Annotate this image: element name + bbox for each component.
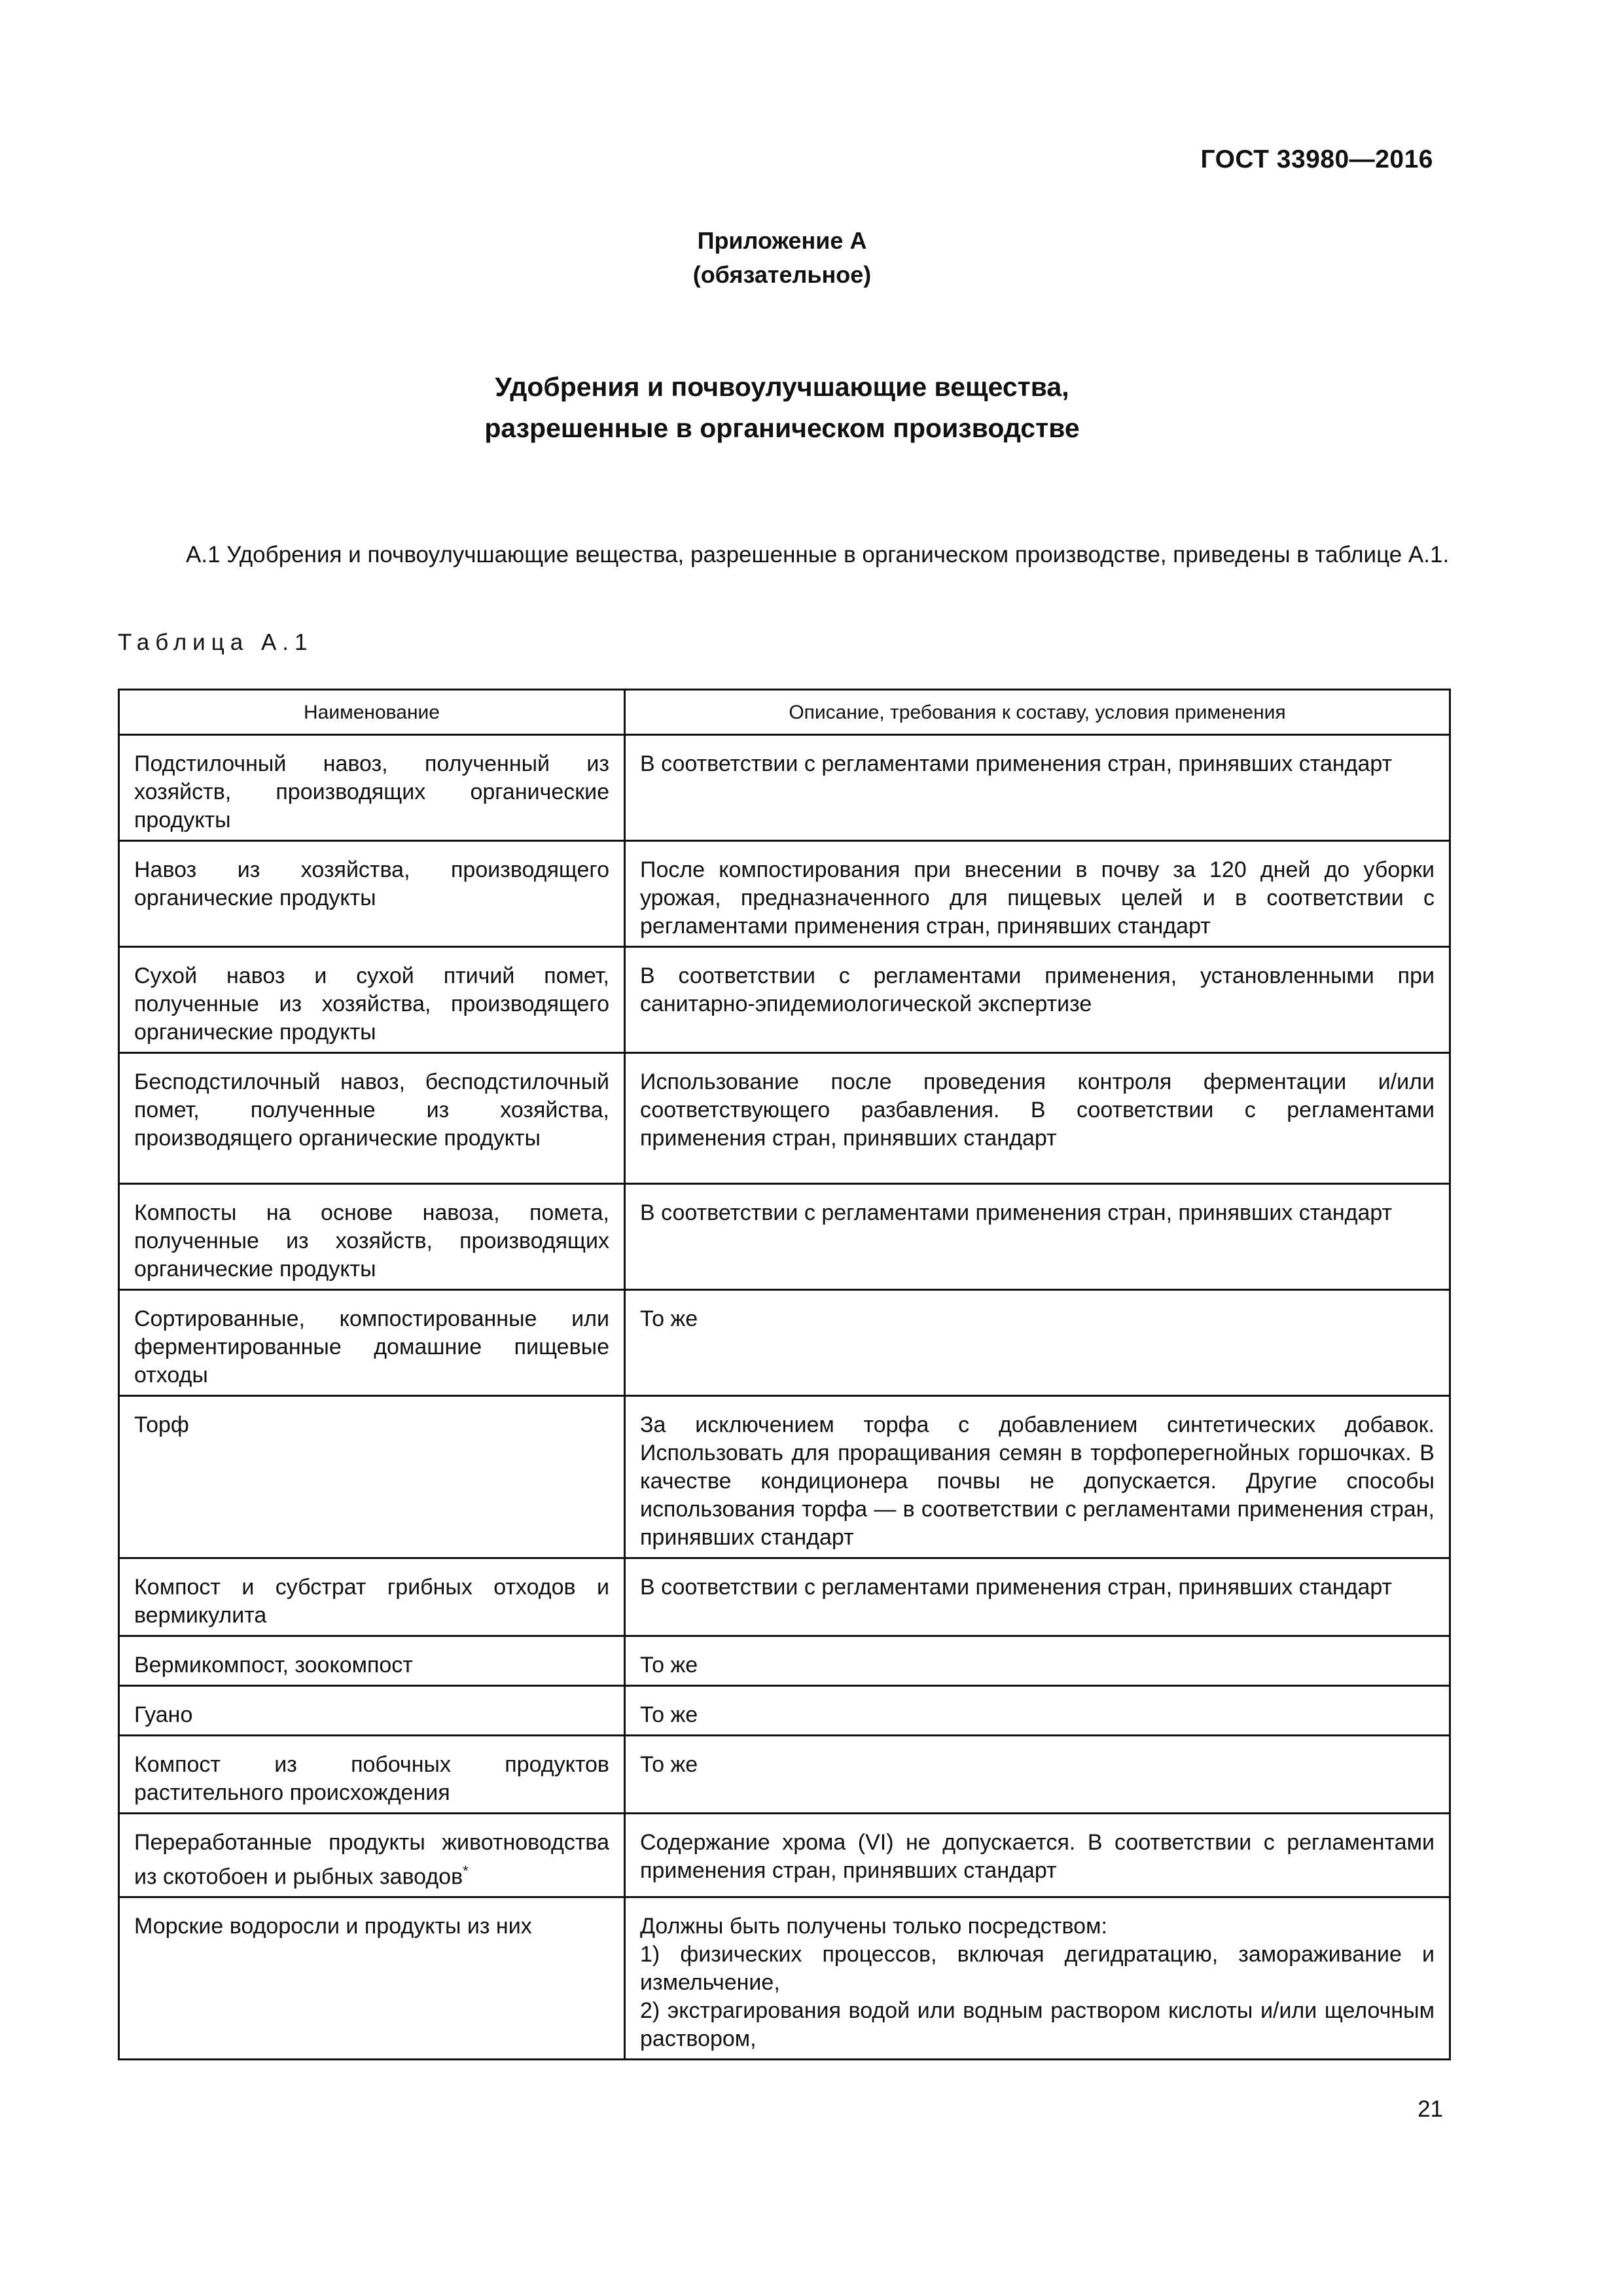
row-name: Сухой навоз и сухой птичий помет, полученные из хозяйства, производящего органические продукты — [119, 947, 625, 1053]
row-description: То же — [625, 1636, 1450, 1686]
row-description: Использование после проведения контроля ферментации и/или соответствующего разбавления. В соответствии с регламентами применения стран, принявших стандарт — [625, 1053, 1450, 1184]
table-row — [119, 1897, 1450, 2060]
description-line: 1) физических процессов, включая дегидратацию, замораживание и измельчение, — [640, 1942, 1435, 1996]
document-title — [0, 367, 1564, 449]
table-row — [119, 1558, 1450, 1636]
row-description: То же — [625, 1290, 1450, 1396]
title-line-1: Удобрения и почвоулучшающие вещества, — [495, 372, 1069, 402]
annex-label: Приложение А — [697, 227, 867, 254]
table-row — [119, 1053, 1450, 1184]
row-description: За исключением торфа с добавлением синтетических добавок. Использовать для проращивания семян в торфоперегнойных горшочках. В качестве кондиционера почвы не допускается. Другие способы использования торфа — в соответствии с регламентами применения стран, принявших стандарт — [625, 1396, 1450, 1558]
row-name: Сортированные, компостированные или ферментированные домашние пищевые отходы — [119, 1290, 625, 1396]
table-row — [119, 1396, 1450, 1558]
row-name: Морские водоросли и продукты из них — [119, 1897, 625, 2060]
annex-heading — [0, 224, 1564, 292]
row-name: Компост и субстрат грибных отходов и вермикулита — [119, 1558, 625, 1636]
row-description: Содержание хрома (VI) не допускается. В соответствии с регламентами применения стран, принявших стандарт — [625, 1814, 1450, 1897]
description-line: 2) экстрагирования водой или водным раствором кислоты и/или щелочным раствором, — [640, 1998, 1435, 2052]
header-name: Наименование — [119, 690, 625, 735]
row-name: Подстилочный навоз, полученный из хозяйств, производящих органические продукты — [119, 735, 625, 841]
row-description: В соответствии с регламентами применения стран, принявших стандарт — [625, 1558, 1450, 1636]
row-name: Компосты на основе навоза, помета, полученные из хозяйств, производящих органические продукты — [119, 1184, 625, 1290]
row-name: Торф — [119, 1396, 625, 1558]
table-row — [119, 1184, 1450, 1290]
row-name: Бесподстилочный навоз, бесподстилочный помет, полученные из хозяйства, производящего органические продукты — [119, 1053, 625, 1184]
table-row — [119, 1686, 1450, 1736]
page-number: 21 — [1418, 2096, 1443, 2122]
table-row — [119, 1736, 1450, 1814]
row-name: Компост из побочных продуктов растительного происхождения — [119, 1736, 625, 1814]
row-description: В соответствии с регламентами применения стран, принявших стандарт — [625, 735, 1450, 841]
table-row — [119, 1290, 1450, 1396]
row-name: Переработанные продукты животноводства из скотобоен и рыбных заводов — [134, 1830, 609, 1890]
table-row — [119, 841, 1450, 947]
footnote-mark: * — [463, 1863, 469, 1879]
annex-status: (обязательное) — [692, 261, 872, 288]
row-name: Гуано — [119, 1686, 625, 1736]
table-row — [119, 735, 1450, 841]
table-header-row — [119, 690, 1450, 735]
row-name-cell — [119, 1814, 625, 1897]
row-description: В соответствии с регламентами применения стран, принявших стандарт — [625, 1184, 1450, 1290]
table-row — [119, 947, 1450, 1053]
intro-paragraph: А.1 Удобрения и почвоулучшающие вещества, разрешенные в органическом производстве, приведены в таблице А.1. — [186, 542, 1450, 567]
fertilizers-table — [118, 689, 1451, 2060]
header-description: Описание, требования к составу, условия применения — [625, 690, 1450, 735]
table-row — [119, 1636, 1450, 1686]
table-caption: Таблица А.1 — [118, 630, 313, 655]
description-line: Должны быть получены только посредством: — [640, 1914, 1107, 1939]
row-description: В соответствии с регламентами применения, установленными при санитарно-эпидемиологической экспертизе — [625, 947, 1450, 1053]
row-description: То же — [625, 1736, 1450, 1814]
row-description — [625, 1897, 1450, 2060]
row-name: Вермикомпост, зоокомпост — [119, 1636, 625, 1686]
row-name: Навоз из хозяйства, производящего органические продукты — [119, 841, 625, 947]
title-line-2: разрешенные в органическом производстве — [484, 413, 1080, 443]
table-row — [119, 1814, 1450, 1897]
standard-code: ГОСТ 33980—2016 — [1200, 145, 1433, 173]
row-description: После компостирования при внесении в почву за 120 дней до уборки урожая, предназначенного для пищевых целей и в соответствии с регламентами применения стран, принявших стандарт — [625, 841, 1450, 947]
row-description: То же — [625, 1686, 1450, 1736]
